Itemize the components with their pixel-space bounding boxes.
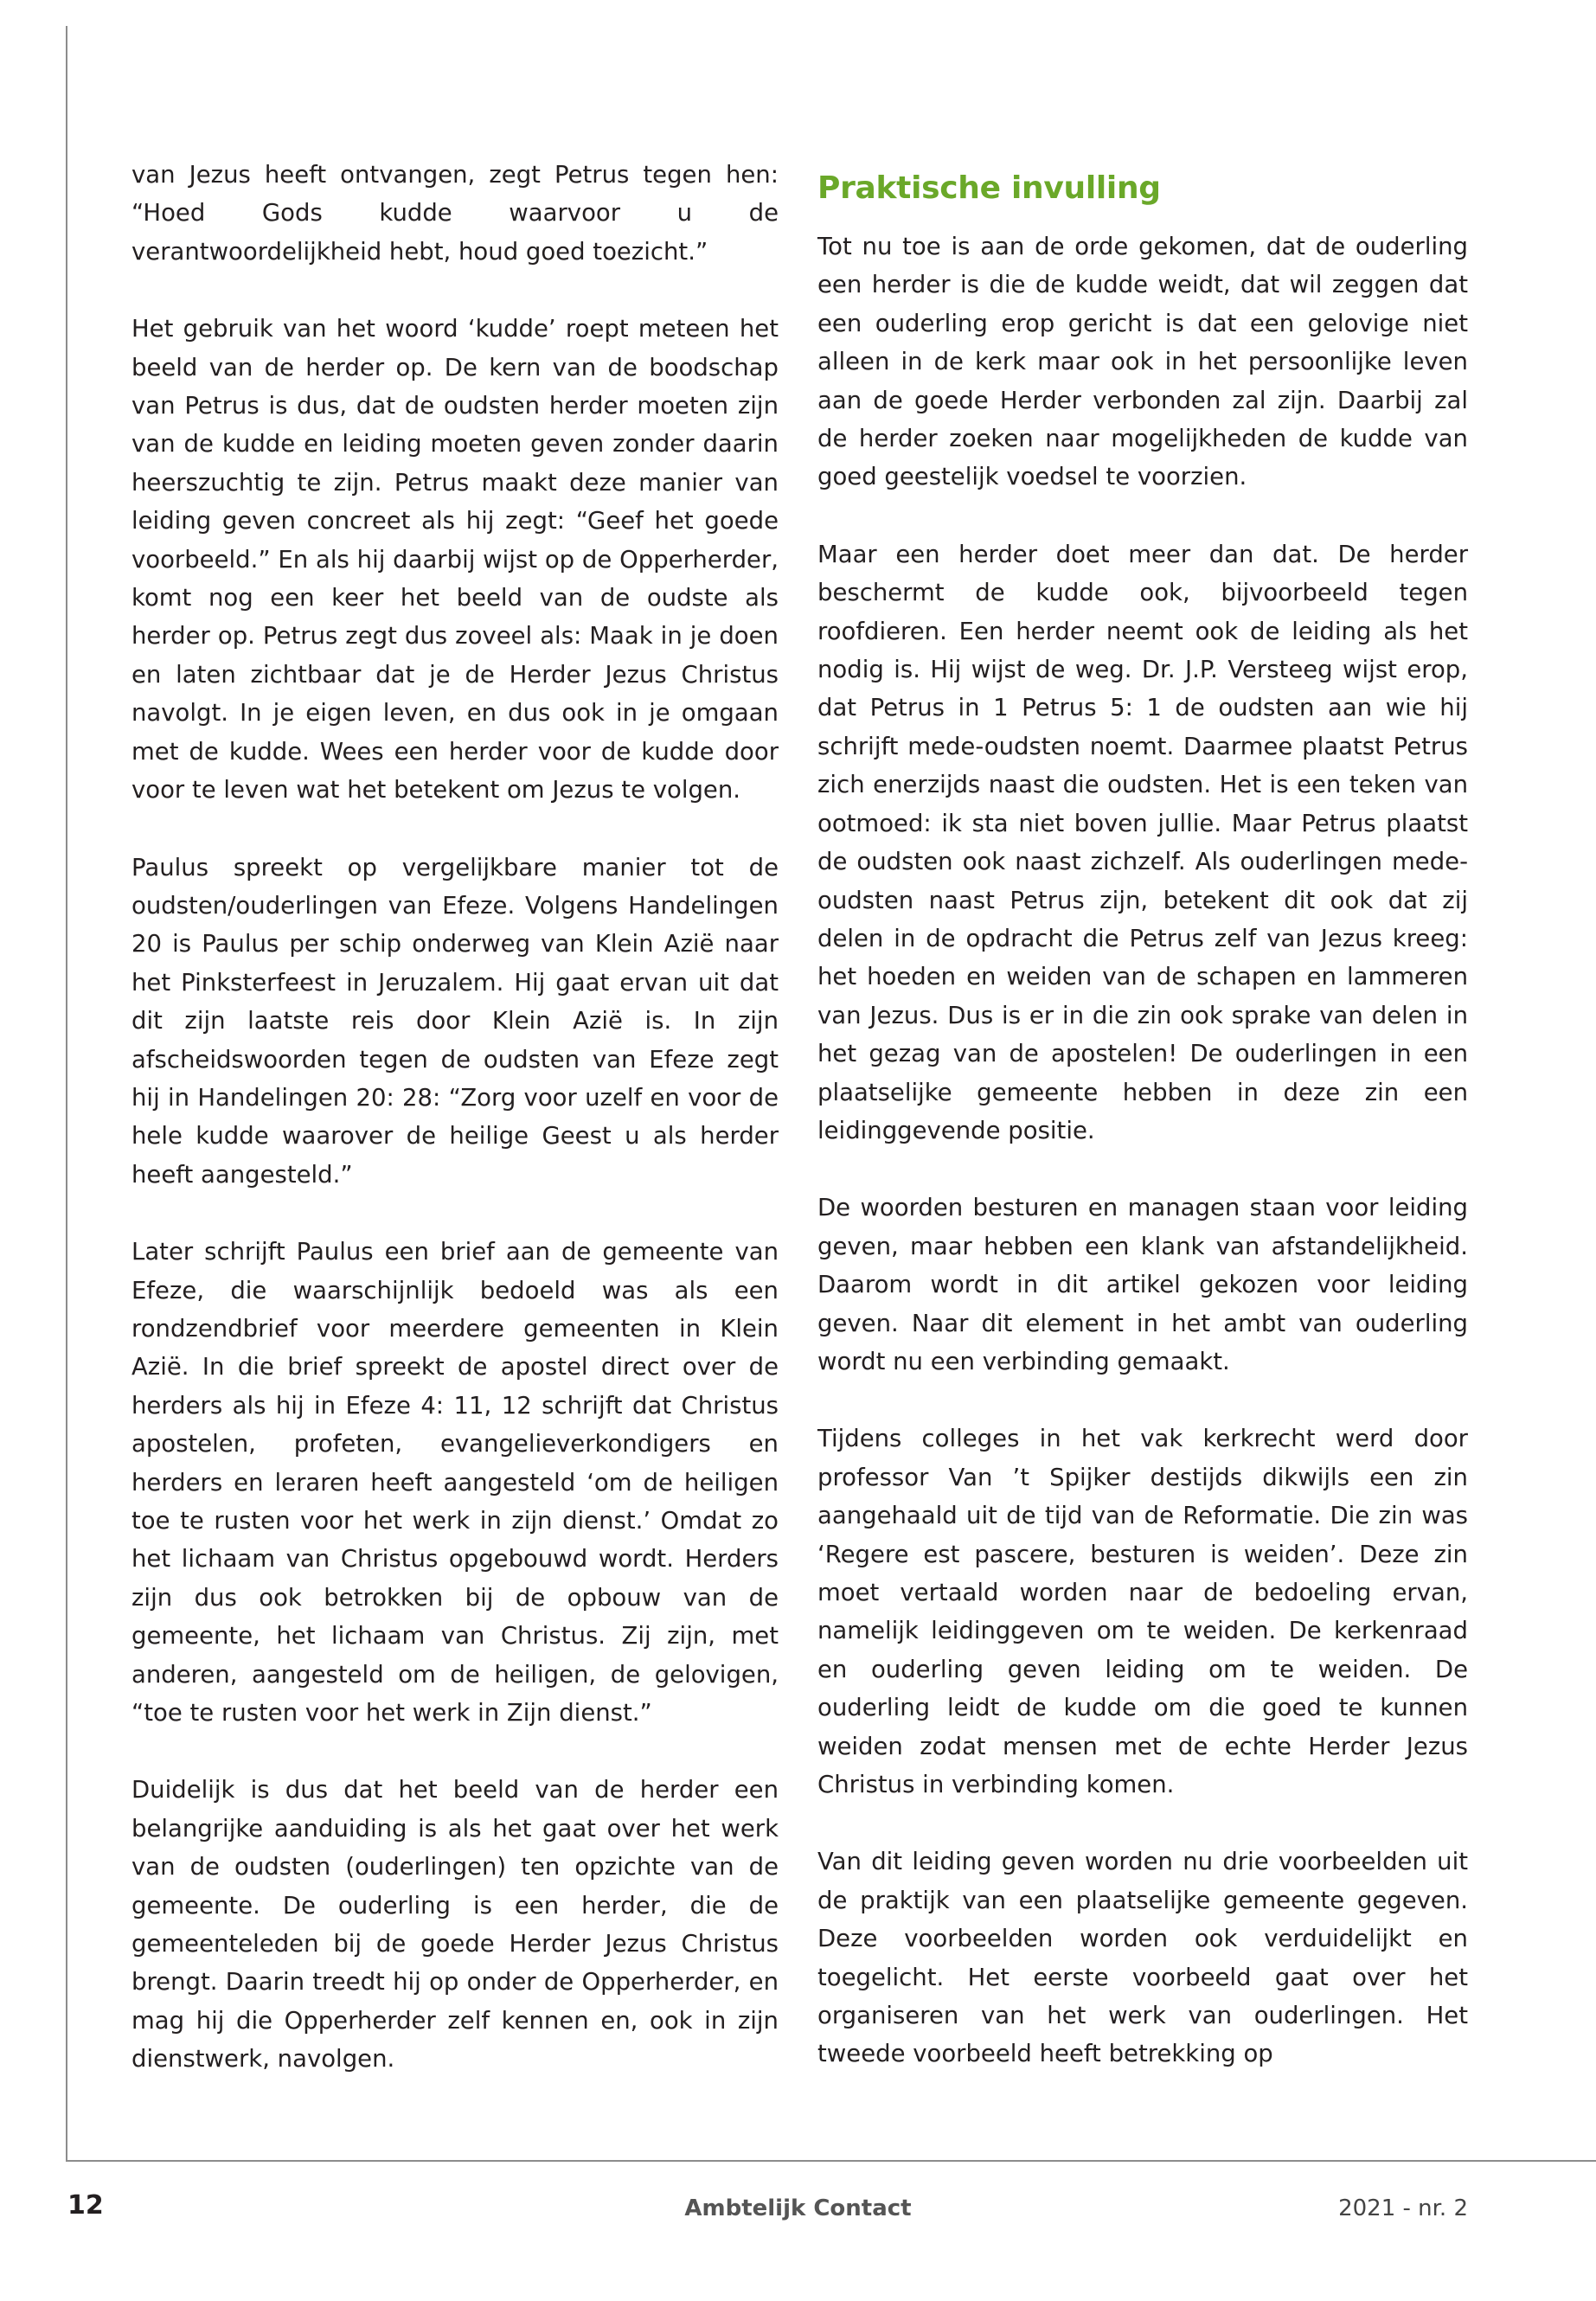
right-paragraph-3: De woorden besturen en managen staan voor leiding geven, maar hebben een klank van afstandelijkheid. Daarom wordt in dit artikel gekozen voor leiding geven. Naar dit element in het ambt van ouderling wordt nu een verbinding gemaakt. (817, 1194, 1468, 1375)
page-number: 12 (67, 2190, 104, 2221)
left-paragraph-4: Later schrijft Paulus een brief aan de gemeente van Efeze, die waarschijnlijk bedoeld was als een rondzendbrief voor meerdere gemeenten in Klein Azië. In die brief spreekt de apostel direct over de herders als hij in Efeze 4: 11, 12 schrijft dat Christus apostelen, profeten, evangelieverkondigers en herders en leraren heeft aangesteld ‘om de heiligen toe te rusten voor het werk in zijn dienst.’ Omdat zo het lichaam van Christus opgebouwd wordt. Herders zijn dus ook betrokken bij de opbouw van de gemeente, het lichaam van Christus. Zij zijn, met anderen, aangesteld om de heiligen, de gelovigen, “toe te rusten voor het werk in Zijn dienst.” (131, 1238, 779, 1727)
right-paragraph-5: Van dit leiding geven worden nu drie voorbeelden uit de praktijk van een plaatselijke gemeente gegeven. Deze voorbeelden worden ook verduidelijkt en toegelicht. Het eerste voorbeeld gaat over het organiseren van het werk van ouderlingen. Het tweede voorbeeld heeft betrekking op (817, 1848, 1468, 2068)
section-heading: Praktische invulling (817, 170, 1161, 206)
left-paragraph-2: Het gebruik van het woord ‘kudde’ roept meteen het beeld van de herder op. De kern van de boodschap van Petrus is dus, dat de oudsten herder moeten zijn van de kudde en leiding moeten geven zonder daarin heerszuchtig te zijn. Petrus maakt deze manier van leiding geven concreet als hij zegt: “Geef het goede voorbeeld.” En als hij daarbij wijst op de Opperherder, komt nog een keer het beeld van de oudste als herder op. Petrus zegt dus zoveel als: Maak in je doen en laten zichtbaar dat je de Herder Jezus Christus navolgt. In je eigen leven, en dus ook in je omgaan met de kudde. Wees een herder voor de kudde door voor te leven wat het betekent om Jezus te volgen. (131, 315, 779, 804)
right-paragraph-2: Maar een herder doet meer dan dat. De herder beschermt de kudde ook, bijvoorbeeld tegen roofdieren. Een herder neemt ook de leiding als het nodig is. Hij wijst de weg. Dr. J.P. Versteeg wijst erop, dat Petrus in 1 Petrus 5: 1 de oudsten aan wie hij schrijft mede-oudsten noemt. Daarmee plaatst Petrus zich enerzijds naast die oudsten. Het is een teken van ootmoed: ik sta niet boven jullie. Maar Petrus plaatst de oudsten ook naast zichzelf. Als ouderlingen mede-oudsten naast Petrus zijn, betekent dit ook dat zij delen in de opdracht die Petrus zelf van Jezus kreeg: het hoeden en weiden van de schapen en lammeren van Jezus. Dus is er in die zin ook sprake van delen in het gezag van de apostelen! De ouderlingen in een plaatselijke gemeente hebben in deze zin een leidinggevende positie. (817, 540, 1468, 1144)
left-paragraph-3: Paulus spreekt op vergelijkbare manier tot de oudsten/ouderlingen van Efeze. Volgens Handelingen 20 is Paulus per schip onderweg van Klein Azië naar het Pinksterfeest in Jeruzalem. Hij gaat ervan uit dat dit zijn laatste reis door Klein Azië is. In zijn afscheidswoorden tegen de oudsten van Efeze zegt hij in Handelingen 20: 28: “Zorg voor uzelf en voor de hele kudde waarover de heilige Geest u als herder heeft aangesteld.” (131, 853, 779, 1189)
vertical-margin-rule (66, 26, 67, 2161)
right-paragraph-4: Tijdens colleges in het vak kerkrecht werd door professor Van ’t Spijker destijds dikwijls een zin aangehaald uit de tijd van de Reformatie. Die zin was ‘Regere est pascere, besturen is weiden’. Deze zin moet vertaald worden naar de bedoeling ervan, namelijk leidinggeven om te weiden. De kerkenraad en ouderling geven leiding om te weiden. De ouderling leidt de kudde om die goed te kunnen weiden zodat mensen met de echte Herder Jezus Christus in verbinding komen. (817, 1425, 1468, 1799)
left-column (131, 156, 779, 2118)
issue-number: 2021 - nr. 2 (1338, 2195, 1468, 2221)
footer-rule (66, 2160, 1596, 2162)
left-paragraph-5: Duidelijk is dus dat het beeld van de herder een belangrijke aanduiding is als het gaat over het werk van de oudsten (ouderlingen) ten opzichte van de gemeente. De ouderling is een herder, die de gemeenteleden bij de goede Herder Jezus Christus brengt. Daarin treedt hij op onder de Opperherder, en mag hij die Opperherder zelf kennen en, ook in zijn dienstwerk, navolgen. (131, 1776, 779, 2073)
right-column (817, 169, 1468, 2112)
right-paragraph-1: Tot nu toe is aan de orde gekomen, dat de ouderling een herder is die de kudde weidt, dat wil zeggen dat een ouderling erop gericht is dat een gelovige niet alleen in de kerk maar ook in het persoonlijke leven aan de goede Herder verbonden zal zijn. Daarbij zal de herder zoeken naar mogelijkheden de kudde van goed geestelijk voedsel te voorzien. (817, 233, 1468, 491)
publication-title: Ambtelijk Contact (684, 2195, 912, 2221)
left-paragraph-1: van Jezus heeft ontvangen, zegt Petrus tegen hen: “Hoed Gods kudde waarvoor u de verantwoordelijkheid hebt, houd goed toezicht.” (131, 161, 779, 266)
